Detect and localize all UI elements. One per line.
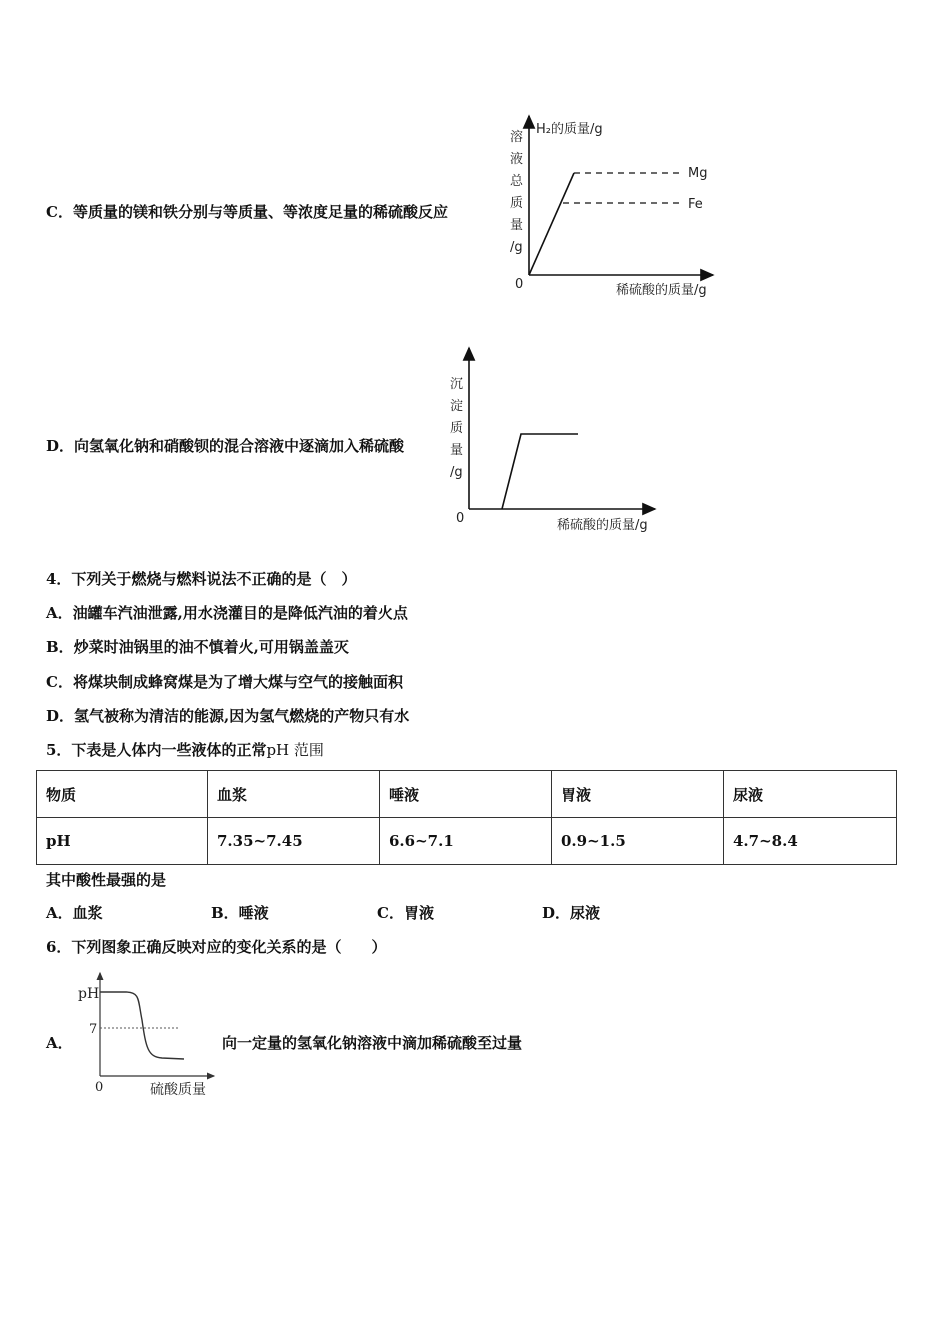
origin-label: 0	[95, 1080, 104, 1095]
q3-option-d-graph	[442, 342, 672, 542]
q5-stem-suffix: pH 范围	[266, 741, 324, 759]
q5-option-a: A．血浆	[46, 904, 103, 922]
table-cell: 物质	[37, 771, 208, 818]
table-cell: 胃液	[552, 771, 724, 818]
y-label: pH	[78, 986, 100, 1002]
y-label-side-3: 质	[510, 196, 524, 211]
table-header-row	[37, 771, 897, 818]
x-label: 稀硫酸的质量/g	[557, 518, 648, 533]
y-label-side-2: 质	[450, 421, 464, 436]
table-cell: 6.6~7.1	[380, 818, 552, 865]
table-cell: 血浆	[208, 771, 380, 818]
y-label-side-4: /g	[450, 465, 463, 480]
q6-stem: 6．下列图象正确反映对应的变化关系的是（ ）	[46, 938, 387, 956]
mg-line	[529, 173, 574, 275]
y-label-side-5: /g	[510, 240, 523, 255]
q5-stem	[46, 740, 324, 760]
q4-option-c: C．将煤块制成蜂窝煤是为了增大煤与空气的接触面积	[46, 673, 403, 691]
y-label-side-2: 总	[510, 174, 524, 189]
table-cell: 4.7~8.4	[724, 818, 897, 865]
q4-option-b: B．炒菜时油锅里的油不慎着火,可用锅盖盖灭	[46, 638, 349, 656]
y-label-top: H₂的质量/g	[536, 122, 603, 137]
x-label: 稀硫酸的质量/g	[616, 283, 707, 298]
q6-option-a-text: 向一定量的氢氧化钠溶液中滴加稀硫酸至过量	[222, 1034, 523, 1052]
table-cell: 尿液	[724, 771, 897, 818]
ph-curve	[100, 992, 184, 1059]
q3-option-c-text: C．等质量的镁和铁分别与等质量、等浓度足量的稀硫酸反应	[46, 203, 448, 221]
series-label-mg: Mg	[688, 166, 708, 181]
q3-option-c-graph	[500, 108, 740, 308]
y-label-side-0: 溶	[510, 130, 524, 145]
q5-option-b: B．唾液	[211, 904, 269, 922]
q5-option-d: D．尿液	[542, 904, 601, 922]
precipitate-line	[502, 434, 578, 509]
q6-option-a-graph	[74, 970, 224, 1100]
y-label-side-1: 淀	[450, 399, 464, 414]
ph-table	[36, 770, 897, 865]
y-label-side-1: 液	[510, 152, 524, 167]
origin-label: 0	[515, 277, 524, 292]
q5-question: 其中酸性最强的是	[46, 871, 167, 889]
ref-tick-label: 7	[89, 1022, 98, 1037]
table-cell: 唾液	[380, 771, 552, 818]
q6-option-a-label: A．	[46, 1034, 73, 1052]
table-cell: 7.35~7.45	[208, 818, 380, 865]
y-label-side-0: 沉	[450, 377, 464, 392]
table-row	[37, 818, 897, 865]
q4-option-d: D．氢气被称为清洁的能源,因为氢气燃烧的产物只有水	[46, 707, 410, 725]
table-cell: 0.9~1.5	[552, 818, 724, 865]
q4-stem: 4．下列关于燃烧与燃料说法不正确的是（ ）	[46, 570, 357, 588]
origin-label: 0	[456, 511, 465, 526]
q3-option-d-text: D．向氢氧化钠和硝酸钡的混合溶液中逐滴加入稀硫酸	[46, 437, 405, 455]
x-label: 硫酸质量	[150, 1082, 206, 1098]
series-label-fe: Fe	[688, 197, 703, 212]
q5-stem-main: 5．下表是人体内一些液体的正常	[46, 741, 267, 759]
y-label-side-3: 量	[450, 443, 464, 458]
y-label-side-4: 量	[510, 218, 524, 233]
q4-option-a: A．油罐车汽油泄露,用水浇灌目的是降低汽油的着火点	[46, 604, 408, 622]
q5-option-c: C．胃液	[377, 904, 434, 922]
table-cell: pH	[37, 818, 208, 865]
